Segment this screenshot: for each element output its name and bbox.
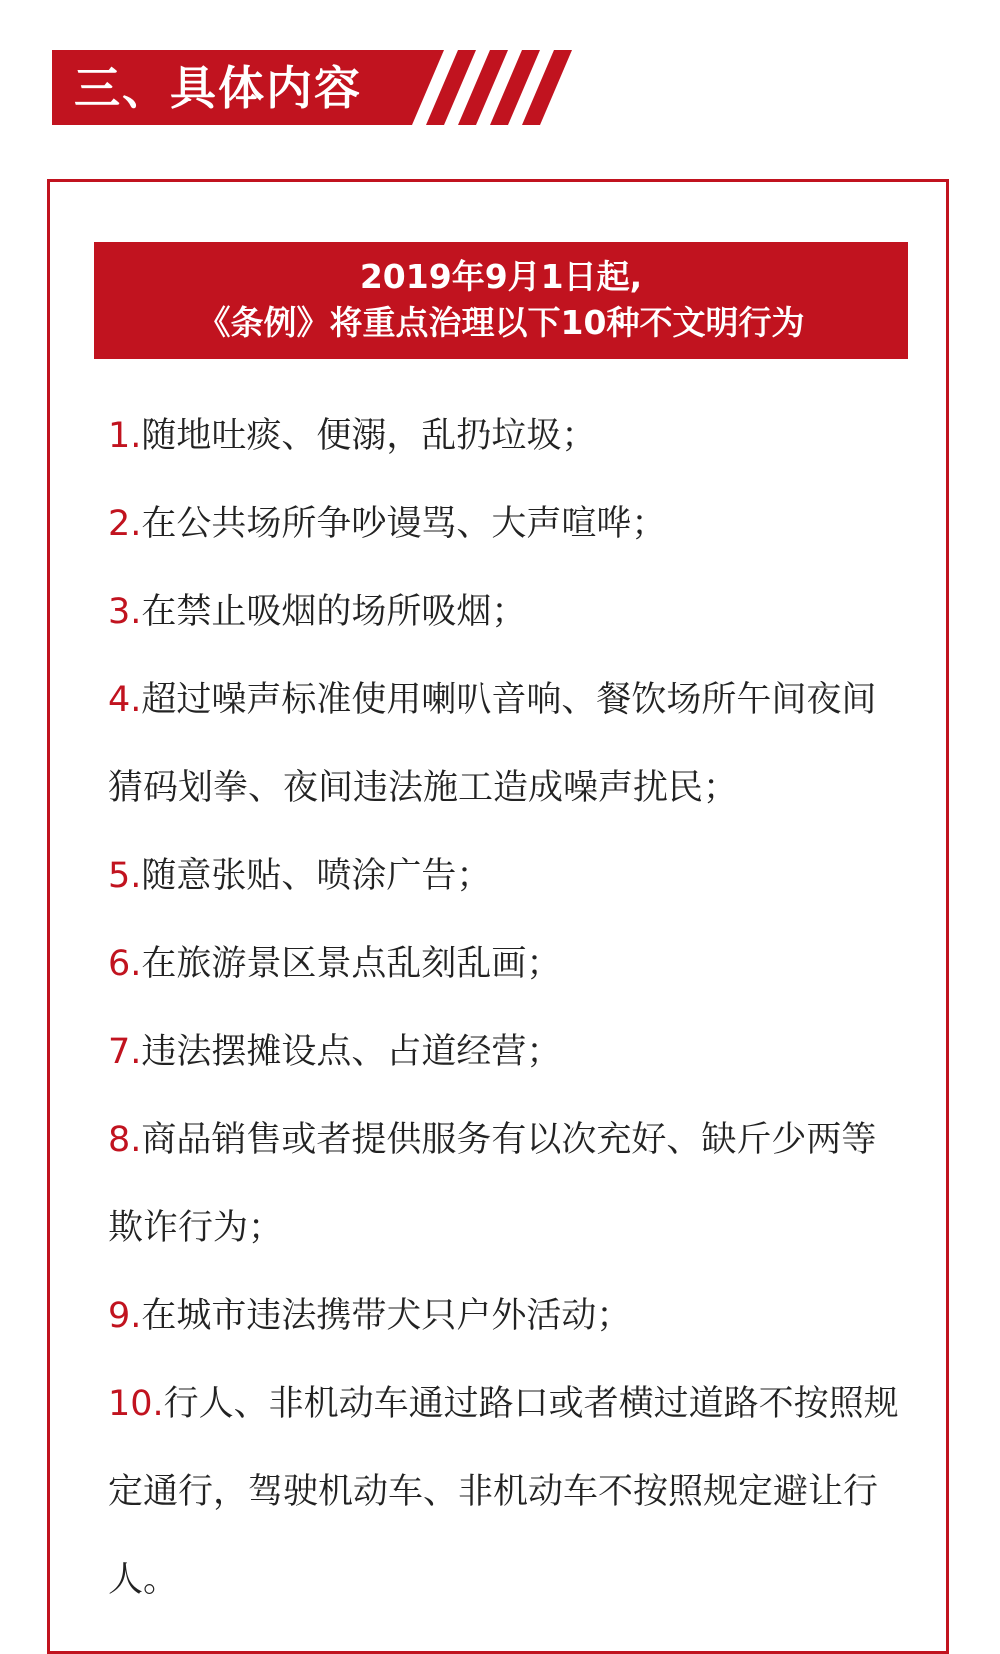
banner: [94, 242, 908, 359]
section-title: 三、具体内容: [74, 61, 362, 115]
list-item: [108, 656, 908, 832]
item-number: 2.: [108, 504, 142, 544]
item-number: 4.: [108, 680, 142, 720]
item-number: 9.: [108, 1296, 142, 1336]
list-item: [108, 1008, 908, 1096]
item-text: 在公共场所争吵谩骂、大声喧哗；: [141, 504, 667, 544]
item-number: 3.: [108, 592, 142, 632]
list-item: [108, 1096, 908, 1272]
item-number: 1.: [108, 416, 142, 456]
item-text: 在城市违法携带犬只户外活动；: [141, 1296, 632, 1336]
item-number: 8.: [108, 1120, 142, 1160]
item-text: 随地吐痰、便溺，乱扔垃圾；: [141, 416, 597, 456]
list-item: [108, 480, 908, 568]
banner-line-1: 2019年9月1日起,: [359, 257, 643, 296]
item-text: 超过噪声标准使用喇叭音响、餐饮场所午间夜间猜码划拳、夜间违法施工造成噪声扰民；: [108, 680, 877, 808]
list-item: [108, 920, 908, 1008]
section-header: [52, 50, 632, 125]
item-text: 商品销售或者提供服务有以次充好、缺斤少两等欺诈行为；: [108, 1120, 877, 1248]
item-number: 6.: [108, 944, 142, 984]
list-item: [108, 392, 908, 480]
item-text: 在旅游景区景点乱刻乱画；: [141, 944, 562, 984]
item-text: 在禁止吸烟的场所吸烟；: [141, 592, 527, 632]
item-text: 违法摆摊设点、占道经营；: [141, 1032, 562, 1072]
banner-line-2: 《条例》将重点治理以下10种不文明行为: [197, 303, 805, 342]
rule-list: [108, 392, 908, 1624]
list-item: [108, 1272, 908, 1360]
item-number: 7.: [108, 1032, 142, 1072]
item-text: 行人、非机动车通过路口或者横过道路不按照规定通行，驾驶机动车、非机动车不按照规定避让行人。: [108, 1384, 899, 1600]
list-item: [108, 832, 908, 920]
item-text: 随意张贴、喷涂广告；: [141, 856, 492, 896]
list-item: [108, 1360, 908, 1624]
list-item: [108, 568, 908, 656]
content-box: [47, 179, 949, 1654]
item-number: 10.: [108, 1384, 164, 1424]
item-number: 5.: [108, 856, 142, 896]
